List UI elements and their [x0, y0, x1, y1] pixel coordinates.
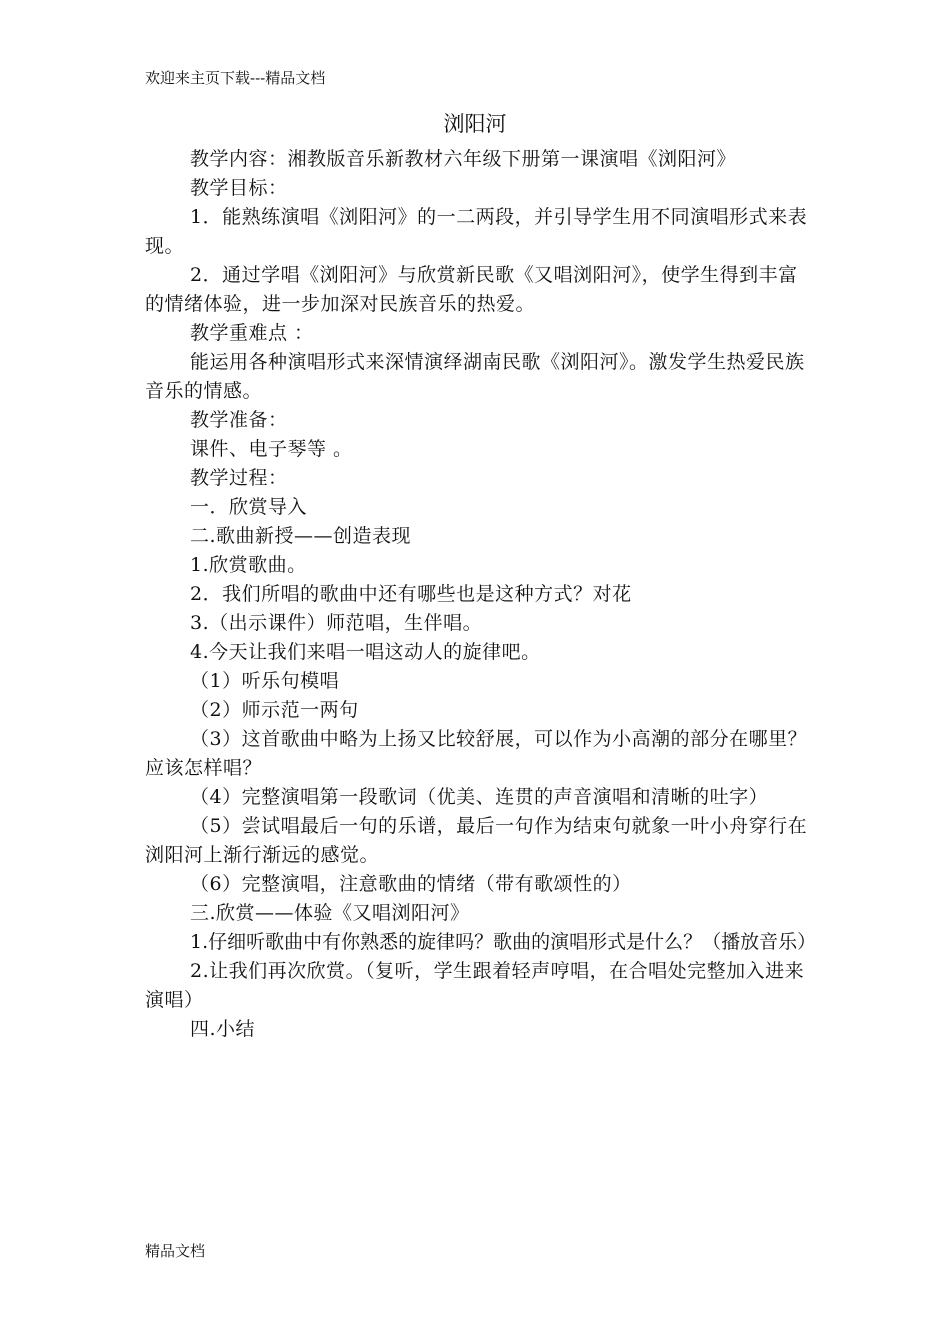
paragraph-substep-5: （5）尝试唱最后一句的乐谱，最后一句作为结束句就象一叶小舟穿行在浏阳河上渐行渐远的感觉。	[145, 815, 808, 866]
paragraph-substep-6: （6）完整演唱，注意歌曲的情绪（带有歌颂性的）	[190, 873, 632, 895]
paragraph-section-3: 三.欣赏——体验《又唱浏阳河》	[190, 902, 470, 924]
paragraph-teaching-content: 教学内容：湘教版音乐新教材六年级下册第一课演唱《浏阳河》	[190, 148, 737, 170]
paragraph-preparation-heading: 教学准备：	[190, 409, 288, 431]
paragraph-step-4: 4.今天让我们来唱一唱这动人的旋律吧。	[190, 641, 541, 663]
paragraph-substep-4: （4）完整演唱第一段歌词（优美、连贯的声音演唱和清晰的吐字）	[190, 786, 769, 808]
paragraph-substep-1: （1）听乐句模唱	[190, 670, 340, 692]
document-title: 浏阳河	[443, 112, 507, 136]
paragraph-section-2: 二.歌曲新授——创造表现	[190, 525, 412, 547]
paragraph-section-3-step-1: 1.仔细听歌曲中有你熟悉的旋律吗？歌曲的演唱形式是什么？（播放音乐）	[190, 931, 817, 953]
paragraph-section-1: 一．欣赏导入	[190, 496, 308, 518]
paragraph-step-1: 1.欣赏歌曲。	[190, 554, 307, 576]
paragraph-teaching-goals-heading: 教学目标：	[190, 177, 288, 199]
paragraph-key-points-heading: 教学重难点 ：	[190, 322, 314, 344]
paragraph-step-2: 2．我们所唱的歌曲中还有哪些也是这种方式？对花	[190, 583, 632, 605]
paragraph-goal-1: 1．能熟练演唱《浏阳河》的一二两段，并引导学生用不同演唱形式来表现。	[145, 206, 808, 257]
paragraph-process-heading: 教学过程：	[190, 467, 288, 489]
paragraph-section-3-step-2: 2.让我们再次欣赏。（复听，学生跟着轻声哼唱，在合唱处完整加入进来演唱）	[145, 960, 805, 1011]
paragraph-preparation: 课件、电子琴等 。	[190, 438, 353, 460]
paragraph-substep-2: （2）师示范一两句	[190, 699, 359, 721]
paragraph-goal-2: 2．通过学唱《浏阳河》与欣赏新民歌《又唱浏阳河》，使学生得到丰富的情绪体验，进一步加深对民族音乐的热爱。	[145, 264, 798, 315]
paragraph-section-4: 四.小结	[190, 1018, 256, 1040]
paragraph-key-points: 能运用各种演唱形式来深情演绎湖南民歌《浏阳河》。激发学生热爱民族音乐的情感。	[145, 351, 805, 402]
paragraph-substep-3: （3）这首歌曲中略为上扬又比较舒展，可以作为小高潮的部分在哪里？应该怎样唱？	[145, 728, 808, 779]
page-header-note: 欢迎来主页下载---精品文档	[145, 69, 326, 87]
page-footer-note: 精品文档	[145, 1242, 206, 1260]
document-body	[145, 145, 817, 1044]
paragraph-step-3: 3.（出示课件）师范唱，生伴唱。	[190, 612, 483, 634]
